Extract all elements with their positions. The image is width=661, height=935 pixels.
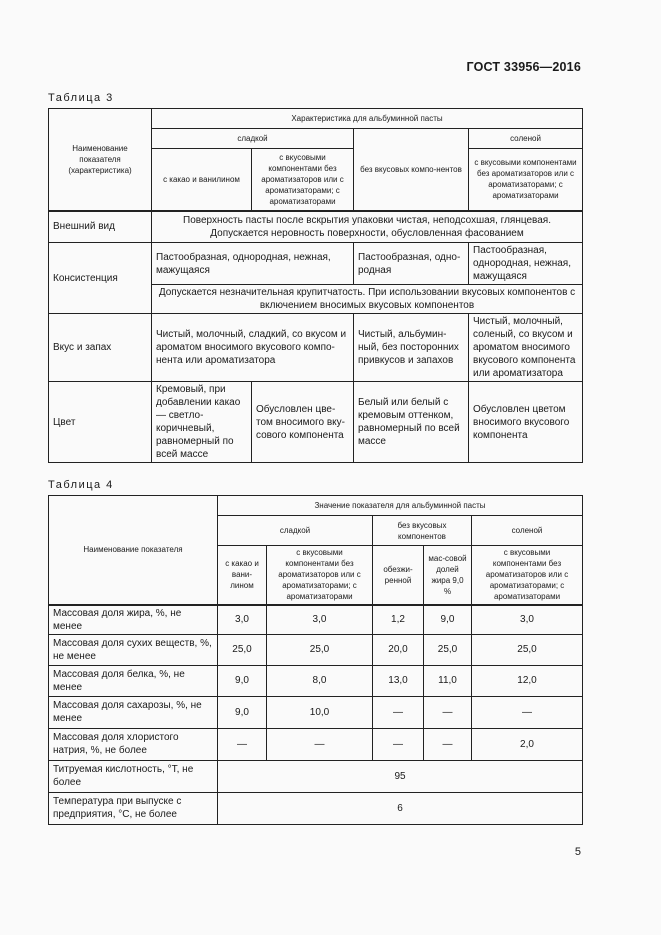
t4-cell: 25,0 xyxy=(267,634,373,665)
t4-cell: — xyxy=(424,696,472,728)
t3-color-noflav: Белый или белый с кремовым оттенком, равномерный по всей массе xyxy=(354,382,469,463)
t4-head-salty: соленой xyxy=(472,516,583,546)
table-row xyxy=(49,665,583,696)
t3-consistency-label: Консистенция xyxy=(49,243,152,314)
t4-cell: — xyxy=(373,728,424,760)
t4-head-fat: мас-совой долей жира 9,0 % xyxy=(424,546,472,605)
table3 xyxy=(48,108,583,463)
page-number: 5 xyxy=(574,846,581,858)
table-row xyxy=(49,634,583,665)
t4-cell: 11,0 xyxy=(424,665,472,696)
t4-head-name: Наименование показателя xyxy=(49,496,218,605)
t4-cell: 20,0 xyxy=(373,634,424,665)
t4-cell: 25,0 xyxy=(218,634,267,665)
t4-cell: 2,0 xyxy=(472,728,583,760)
t3-head-top: Характеристика для альбуминной пасты xyxy=(152,109,583,129)
t4-cell: 25,0 xyxy=(424,634,472,665)
t4-cell: 1,2 xyxy=(373,605,424,635)
t3-taste-label: Вкус и запах xyxy=(49,314,152,382)
t3-appearance-label: Внешний вид xyxy=(49,211,152,243)
t3-color-cocoa: Кремовый, при добавлении какао — светло-коричневый, равномерный по всей массе xyxy=(152,382,252,463)
t3-color-flav: Обусловлен цве-том вносимого вку-сового компонента xyxy=(252,382,354,463)
t4-cell: 9,0 xyxy=(218,665,267,696)
t4-cell: 3,0 xyxy=(267,605,373,635)
t3-head-salty: соленой xyxy=(469,129,583,149)
table3-caption: Таблица 3 xyxy=(48,92,114,104)
table-row xyxy=(49,605,583,635)
t4-cell: — xyxy=(472,696,583,728)
t4-cell: — xyxy=(424,728,472,760)
t4-row-label: Массовая доля жира, %, не менее xyxy=(49,605,218,635)
t4-cell: 10,0 xyxy=(267,696,373,728)
t4-cell: 8,0 xyxy=(267,665,373,696)
t4-cell: 12,0 xyxy=(472,665,583,696)
t4-head-cocoa: с какао и вани-лином xyxy=(218,546,267,605)
t3-head-noflav: без вкусовых компо-нентов xyxy=(354,129,469,211)
table-row xyxy=(49,760,583,792)
t3-consistency-noflav: Пастообразная, одно-родная xyxy=(354,243,469,285)
t4-cell: — xyxy=(218,728,267,760)
t3-taste-salty: Чистый, молочный, соленый, со вкусом и ароматом вносимого вкусового компонента или ароматизатора xyxy=(469,314,583,382)
t4-head-defat: обезжи-ренной xyxy=(373,546,424,605)
t4-row-label: Массовая доля сухих веществ, %, не менее xyxy=(49,634,218,665)
t3-taste-sweet: Чистый, молочный, сладкий, со вкусом и ароматом вносимого вкусового компо-нента или ароматизатора xyxy=(152,314,354,382)
table-row xyxy=(49,792,583,824)
table4-caption: Таблица 4 xyxy=(48,479,114,491)
t3-appearance-text: Поверхность пасты после вскрытия упаковки чистая, неподсохшая, глянцевая. Допускается неровность поверхности, обусловленная фасованием xyxy=(152,211,583,243)
t4-temp-label: Температура при выпуске с предприятия, °С, не более xyxy=(49,792,218,824)
t3-head-cocoa: с какао и ванилином xyxy=(152,149,252,211)
t4-acidity-label: Титруемая кислотность, °Т, не более xyxy=(49,760,218,792)
t4-head-noflav: без вкусовых компонентов xyxy=(373,516,472,546)
t4-head-top: Значение показателя для альбуминной пасты xyxy=(218,496,583,516)
t4-row-label: Массовая доля белка, %, не менее xyxy=(49,665,218,696)
t4-cell: 9,0 xyxy=(424,605,472,635)
t3-consistency-sweet: Пастообразная, однородная, нежная, мажущаяся xyxy=(152,243,354,285)
t3-head-sweet: сладкой xyxy=(152,129,354,149)
t4-head-flav: с вкусовыми компонентами без ароматизаторов или с ароматизаторами; с ароматизаторами xyxy=(267,546,373,605)
table-row xyxy=(49,728,583,760)
t4-head-sweet: сладкой xyxy=(218,516,373,546)
t4-cell: 3,0 xyxy=(218,605,267,635)
t4-acidity-value: 95 xyxy=(218,760,583,792)
t3-color-label: Цвет xyxy=(49,382,152,463)
t4-cell: 13,0 xyxy=(373,665,424,696)
t4-head-salty-flav: с вкусовыми компонентами без ароматизаторов или с ароматизаторами; с ароматизаторами xyxy=(472,546,583,605)
t3-consistency-salty: Пастообразная, однородная, нежная, мажущаяся xyxy=(469,243,583,285)
table4 xyxy=(48,495,583,825)
t4-cell: — xyxy=(267,728,373,760)
t4-cell: — xyxy=(373,696,424,728)
t3-head-name: Наименование показателя (характеристика) xyxy=(49,109,152,211)
t4-cell: 3,0 xyxy=(472,605,583,635)
t3-color-salty: Обусловлен цветом вносимого вкусового компонента xyxy=(469,382,583,463)
document-id: ГОСТ 33956—2016 xyxy=(466,60,581,74)
t4-row-label: Массовая доля хлористого натрия, %, не более xyxy=(49,728,218,760)
t4-row-label: Массовая доля сахарозы, %, не менее xyxy=(49,696,218,728)
t3-consistency-note: Допускается незначительная крупитчатость. При использовании вкусовых компонентов с включением вносимых вкусовых компонентов xyxy=(152,285,583,314)
t4-cell: 9,0 xyxy=(218,696,267,728)
table-row xyxy=(49,696,583,728)
t4-cell: 25,0 xyxy=(472,634,583,665)
t3-taste-noflav: Чистый, альбумин-ный, без посторонних привкусов и запахов xyxy=(354,314,469,382)
t3-head-salty-flav: с вкусовыми компонентами без ароматизаторов или с ароматизаторами; с ароматизаторами xyxy=(469,149,583,211)
t4-temp-value: 6 xyxy=(218,792,583,824)
t3-head-flav: с вкусовыми компонентами без ароматизаторов или с ароматизаторами; с ароматизаторами xyxy=(252,149,354,211)
